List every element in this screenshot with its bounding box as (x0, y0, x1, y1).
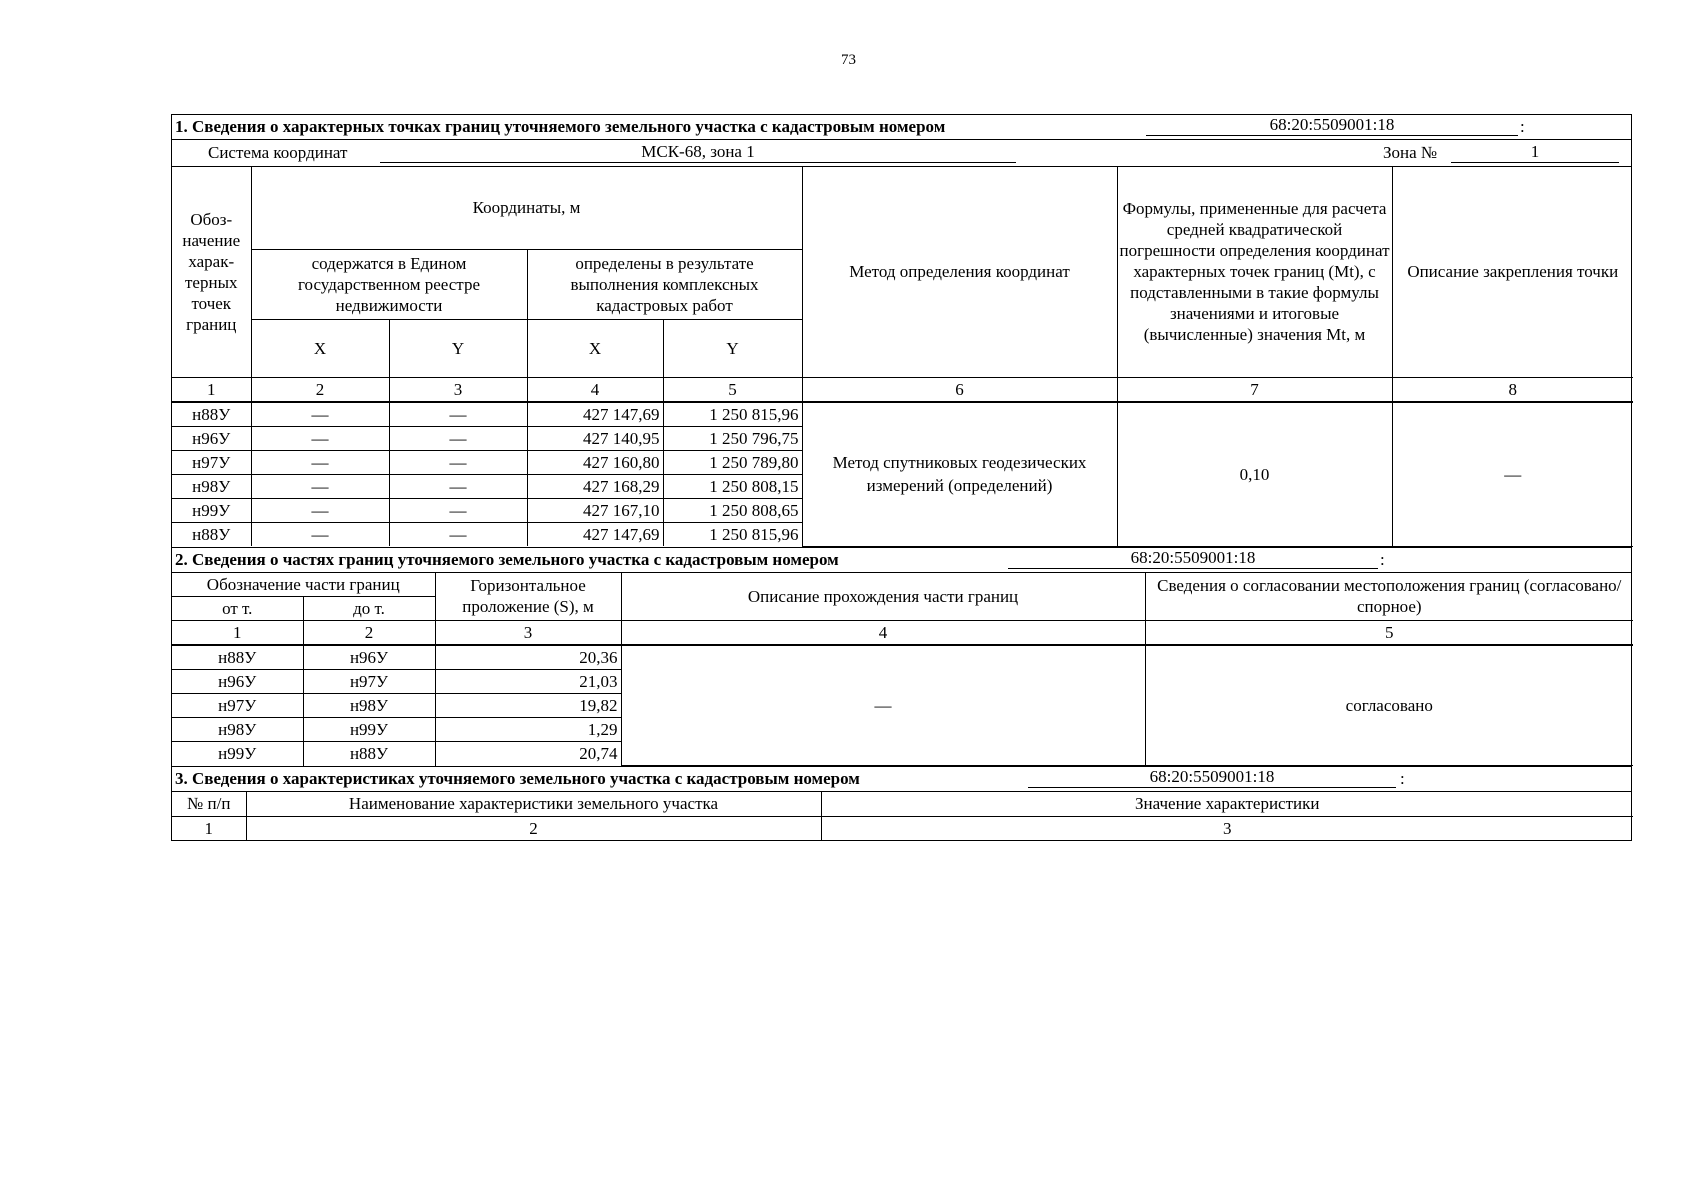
header-description: Описание прохождения части границ (621, 573, 1145, 621)
x-kkr: 427 168,29 (527, 474, 663, 498)
col-number: 1 (172, 621, 303, 646)
agreement-value: согласовано (1145, 645, 1633, 766)
col-number: 3 (389, 377, 527, 402)
y-egrn: — (389, 522, 527, 546)
header-num: № п/п (172, 792, 246, 816)
horizontal-length: 20,36 (435, 645, 621, 670)
x-egrn: — (251, 522, 389, 546)
x-kkr: 427 140,95 (527, 426, 663, 450)
x-kkr: 427 147,69 (527, 522, 663, 546)
table-row (172, 402, 1633, 427)
col-number: 3 (435, 621, 621, 646)
from-point: н96У (172, 670, 303, 694)
characteristics-table (172, 792, 1633, 840)
section2-title: 2. Сведения о частях границ уточняемого земельного участка с кадастровым номером (175, 549, 839, 569)
from-point: н98У (172, 718, 303, 742)
description-value: — (621, 645, 1145, 766)
from-point: н97У (172, 694, 303, 718)
from-point: н88У (172, 645, 303, 670)
y-egrn: — (389, 498, 527, 522)
col-number: 3 (821, 816, 1633, 840)
header-agreement: Сведения о согласовании местоположения границ (согласовано/спорное) (1145, 573, 1633, 621)
col-number: 5 (663, 377, 802, 402)
boundary-parts-table (172, 573, 1633, 767)
points-table (172, 167, 1633, 547)
section1-title: 1. Сведения о характерных точках границ уточняемого земельного участка с кадастровым номером (175, 117, 946, 136)
x-kkr: 427 167,10 (527, 498, 663, 522)
y-kkr: 1 250 789,80 (663, 450, 802, 474)
point-id: н88У (172, 402, 251, 427)
horizontal-length: 21,03 (435, 670, 621, 694)
to-point: н97У (303, 670, 435, 694)
to-point: н96У (303, 645, 435, 670)
section2-colon: : (1380, 549, 1385, 569)
point-id: н88У (172, 522, 251, 546)
y-kkr: 1 250 796,75 (663, 426, 802, 450)
header-formulas: Формулы, примененные для расчета средней квадратической погрешности определения координат характерных точек границ (Mt), с подставленными в такие формулы значениями и итоговые (вычисленные) значения Mt, м (1117, 167, 1392, 377)
coord-system-value: МСК-68, зона 1 (380, 142, 1016, 163)
y-kkr: 1 250 808,15 (663, 474, 802, 498)
y-egrn: — (389, 426, 527, 450)
header-designation: Обоз-начение харак-терных точек границ (172, 167, 251, 377)
header-egrn: содержатся в Едином государственном реестре недвижимости (251, 249, 527, 319)
coord-system-row (172, 140, 1631, 167)
table-row (172, 645, 1633, 670)
col-number: 6 (802, 377, 1117, 402)
y-egrn: — (389, 402, 527, 427)
fixing-value: — (1392, 402, 1633, 547)
section1-cadastral-number: 68:20:5509001:18 (1146, 115, 1518, 136)
header-kkr: определены в результате выполнения комплексных кадастровых работ (527, 249, 802, 319)
point-id: н96У (172, 426, 251, 450)
x-egrn: — (251, 474, 389, 498)
page-number: 73 (841, 52, 856, 68)
to-point: н99У (303, 718, 435, 742)
section2-cadastral-number: 68:20:5509001:18 (1008, 548, 1378, 569)
x-egrn: — (251, 450, 389, 474)
col-number: 7 (1117, 377, 1392, 402)
form-container (171, 114, 1632, 841)
header-from: от т. (172, 597, 303, 621)
col-number: 4 (621, 621, 1145, 646)
col-number: 2 (303, 621, 435, 646)
section2-header (172, 547, 1631, 573)
section3-colon: : (1400, 769, 1405, 788)
x-kkr: 427 147,69 (527, 402, 663, 427)
mt-value: 0,10 (1117, 402, 1392, 547)
col-number: 1 (172, 816, 246, 840)
header-y-kkr: Y (663, 319, 802, 377)
y-kkr: 1 250 808,65 (663, 498, 802, 522)
header-coords: Координаты, м (251, 167, 802, 249)
header-x-egrn: X (251, 319, 389, 377)
section1-header (172, 115, 1631, 140)
horizontal-length: 20,74 (435, 742, 621, 766)
col-number: 8 (1392, 377, 1633, 402)
x-egrn: — (251, 402, 389, 427)
header-length: Горизонтальное проложение (S), м (435, 573, 621, 621)
x-kkr: 427 160,80 (527, 450, 663, 474)
x-egrn: — (251, 498, 389, 522)
header-name: Наименование характеристики земельного участка (246, 792, 821, 816)
header-y-egrn: Y (389, 319, 527, 377)
y-kkr: 1 250 815,96 (663, 522, 802, 546)
col-number: 2 (251, 377, 389, 402)
y-egrn: — (389, 474, 527, 498)
zone-label: Зона № (1383, 143, 1438, 162)
horizontal-length: 1,29 (435, 718, 621, 742)
x-egrn: — (251, 426, 389, 450)
to-point: н98У (303, 694, 435, 718)
header-method: Метод определения координат (802, 167, 1117, 377)
col-number: 4 (527, 377, 663, 402)
section3-cadastral-number: 68:20:5509001:18 (1028, 767, 1396, 788)
section3-title: 3. Сведения о характеристиках уточняемого земельного участка с кадастровым номером (175, 769, 860, 788)
header-fixing: Описание закрепления точки (1392, 167, 1633, 377)
to-point: н88У (303, 742, 435, 766)
horizontal-length: 19,82 (435, 694, 621, 718)
y-kkr: 1 250 815,96 (663, 402, 802, 427)
col-number: 5 (1145, 621, 1633, 646)
point-id: н99У (172, 498, 251, 522)
zone-value: 1 (1451, 142, 1619, 163)
header-x-kkr: X (527, 319, 663, 377)
method-value: Метод спутниковых геодезических измерений (определений) (802, 402, 1117, 547)
header-value: Значение характеристики (821, 792, 1633, 816)
point-id: н98У (172, 474, 251, 498)
point-id: н97У (172, 450, 251, 474)
header-to: до т. (303, 597, 435, 621)
col-number: 1 (172, 377, 251, 402)
col-number: 2 (246, 816, 821, 840)
coord-system-label: Система координат (208, 143, 348, 162)
header-part: Обозначение части границ (172, 573, 435, 597)
y-egrn: — (389, 450, 527, 474)
from-point: н99У (172, 742, 303, 766)
section3-header (172, 766, 1631, 792)
section1-colon: : (1520, 117, 1525, 136)
